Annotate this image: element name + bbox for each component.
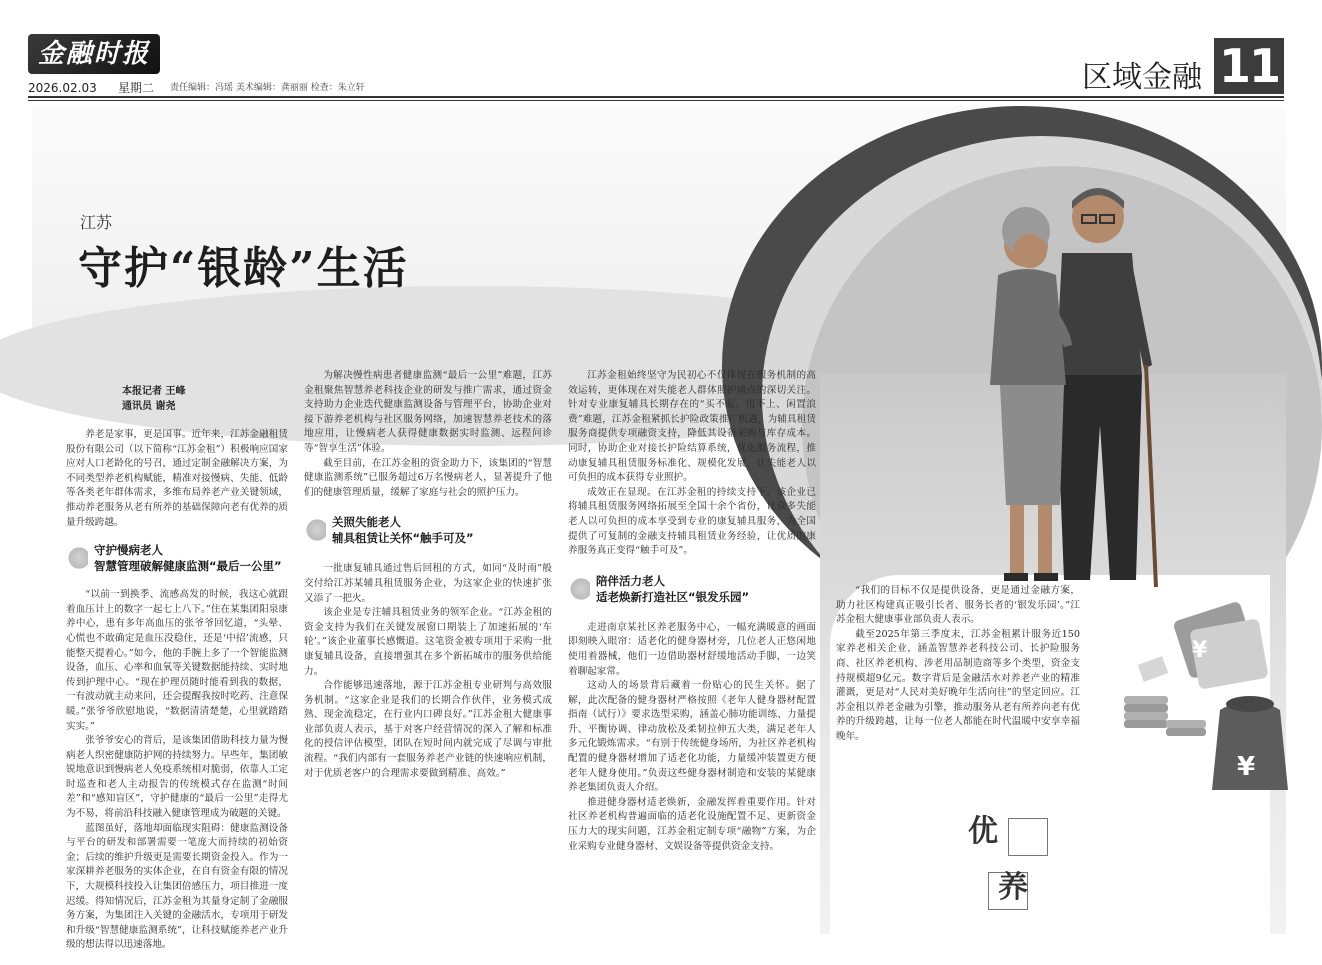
issue-weekday: 星期二 bbox=[118, 81, 155, 95]
section-title: 区域金融 bbox=[1082, 60, 1202, 95]
paragraph: 合作能够迅速落地，源于江苏金租专业研判与高效服务机制。“这家企业是我们的长期合作伙伴，业务模式成熟、现金流稳定，在行业内口碑良好。”江苏金租大健康事业部负责人表示，基于对客户经营情况的深入了解和标准化的授信评估模型，团队在短时间内就完成了尽调与审批流程。“我们内部有一套服务养老产业链的快速响应机制，对于优质老客户的合理需求要做到精准、高效。” bbox=[304, 680, 552, 779]
pull-quote-char-2: 养 bbox=[998, 870, 1028, 905]
article-kicker: 江苏 bbox=[80, 213, 113, 232]
section-marker-icon bbox=[568, 575, 590, 603]
column-3 bbox=[568, 369, 816, 852]
byline-correspondent: 通讯员 谢尧 bbox=[122, 401, 176, 412]
paragraph: 张爷爷安心的背后，是该集团借助科技力量为慢病老人织密健康防护网的持续努力。早些年，集团敏锐地意识到慢病老人免疫系统相对脆弱，依靠人工定时巡查和老人主动报告的传统模式存在监测“时间差”和“感知盲区”，守护健康的“最后一公里”走得尤为不易，将前沿科技融入健康管理成为破题的关键。 bbox=[66, 735, 288, 820]
section-3-subtitle: 适老焕新打造社区“银发乐园” bbox=[596, 589, 750, 604]
section-2-title: 关照失能老人 bbox=[332, 515, 401, 530]
column-2 bbox=[304, 369, 552, 807]
paragraph: 成效正在显现。在江苏金租的持续支持下，该企业已将辅具租赁服务网络拓展至全国十余个省份，让众多失能老人以可负担的成本享受到专业的康复辅具服务，为全国提供了可复制的金融支持辅具租赁业务经验，让优质的康养服务真正变得“触手可及”。 bbox=[568, 486, 816, 557]
section-1-heading bbox=[66, 542, 288, 574]
elderly-couple-illustration bbox=[960, 175, 1160, 595]
column-4 bbox=[836, 584, 1080, 745]
intro-paragraph: 养老是家事，更是国事。近年来，江苏金融租赁股份有限公司（以下简称“江苏金租”）积极响应国家应对人口老龄化的号召，通过定制金融解决方案，为不同类型养老机构赋能，精准对接慢病、失能、低龄等各类老年群体需求，多维布局养老产业关键领域，推动养老服务从老有所养的基础保障向老有优养的质量升级跨越。 bbox=[66, 429, 288, 528]
paragraph: 该企业是专注辅具租赁业务的领军企业。“江苏金租的资金支持为我们在关键发展窗口期装上了加速拓展的‘车轮’。”该企业董事长感慨道。这笔资金被专项用于采购一批康复辅具设备，直接增强其在多个新拓城市的服务供给能力。 bbox=[304, 607, 552, 677]
paragraph: 截至目前，在江苏金租的资金助力下，该集团的“智慧健康监测系统”已服务超过6万名慢病老人，显著提升了他们的健康管理质量，缓解了家庭与社会的照护压力。 bbox=[304, 457, 552, 498]
section-3-heading bbox=[568, 573, 816, 605]
section-marker-icon bbox=[304, 516, 326, 544]
yen-note-symbol: ¥ bbox=[1192, 638, 1208, 663]
section-marker-icon bbox=[66, 544, 88, 572]
paragraph: 江苏金租始终坚守为民初心不仅体现在服务机制的高效运转，更体现在对失能老人群体照护痛点的深切关注。针对专业康复辅具长期存在的“买不起、用不上、闲置浪费”难题，江苏金租紧抓长护险政策推广机遇，为辅具租赁服务商提供专项融资支持，降低其设备采购与库存成本。同时，协助企业对接长护险结算系统，优化服务流程，推动康复辅具租赁服务标准化、规模化发展，让失能老人以可负担的成本获得专业照护。 bbox=[568, 370, 816, 484]
header-rule bbox=[28, 96, 1284, 98]
paragraph: “我们的目标不仅是提供设备，更是通过金融方案，助力社区构建真正吸引长者、服务长者的‘银发乐园’。”江苏金租大健康事业部负责人表示。 bbox=[836, 585, 1080, 626]
column-1 bbox=[66, 384, 288, 951]
section-1-subtitle: 智慧管理破解健康监测“最后一公里” bbox=[94, 559, 282, 574]
paragraph: 走进南京某社区养老服务中心，一幅充满暖意的画面即刻映入眼帘：适老化的健身器材旁，几位老人正悠闲地使用着器械，他们一边借助器材舒缓地活动手脚，一边笑着聊起家常。 bbox=[568, 621, 816, 677]
header-rule-thin bbox=[28, 100, 1284, 101]
pull-quote-char-1: 优 bbox=[968, 814, 998, 849]
issue-date: 2026.02.03 bbox=[28, 81, 97, 95]
section-3-title: 陪伴活力老人 bbox=[596, 573, 665, 588]
paragraph: 推进健身器材适老焕新，金融发挥着重要作用。针对社区养老机构普遍面临的适老化设施配置不足、更新资金压力大的现实问题，江苏金租定制专项“融物”方案，为企业采购专业健身器材、文娱设备等提供资金支持。 bbox=[568, 796, 816, 852]
paragraph: “以前一到换季、流感高发的时候，我这心就跟着血压计上的数字一起七上八下。”住在某集团阳泉康养中心，患有多年高血压的张爷爷回忆道，“头晕、心慌也不敢确定是血压没稳住，还是‘中招’流感，只能整天提着心。”如今，他的手腕上多了一个智能监测设备，血压、心率和血氧等关键数据能持续、实时地传到护理中心。“现在护理员随时能看到我的数据，一有波动就主动来问，还会提醒我按时吃药、注意保暖。”张爷爷欣慰地说，“数据清清楚楚，心里就踏踏实实。” bbox=[66, 589, 288, 732]
pull-quote-box-1 bbox=[1008, 818, 1048, 856]
paragraph: 蓝图虽好，落地却面临现实阻碍：健康监测设备与平台的研发和部署需要一笔庞大而持续的初始资金；后续的维护升级更是需要长期资金投入。作为一家深耕养老服务的实体企业，在自有资金有限的情况下，大规模科技投入让集团倍感压力，项目推进一度迟缓。得知情况后，江苏金租为其量身定制了金融服务方案，为集团注入关键的金融活水，专项用于研发和升级“智慧健康监测系统”，让科技赋能养老产业升级的想法得以迅速落地。 bbox=[66, 822, 288, 951]
section-2-subtitle: 辅具租赁让关怀“触手可及” bbox=[332, 531, 474, 546]
section-1-title: 守护慢病老人 bbox=[94, 543, 163, 558]
paragraph: 一批康复辅具通过售后回租的方式，如同“及时雨”般交付给江苏某辅具租赁服务企业，为这家企业的快速扩张又添了一把火。 bbox=[304, 563, 552, 604]
byline-reporter: 本报记者 王峰 bbox=[122, 386, 186, 397]
money-decoration bbox=[1120, 600, 1290, 800]
yen-bag-symbol: ¥ bbox=[1237, 752, 1256, 782]
section-2-heading bbox=[304, 514, 552, 546]
paragraph: 截至2025年第三季度末，江苏金租累计服务近150家养老相关企业，涵盖智慧养老科技公司、长护险服务商、社区养老机构、涉老用品制造商等多个类型，资金支持规模超9亿元。数字背后是金融活水对养老产业的精准灌溉，更是对“人民对美好晚年生活向往”的坚定回应。江苏金租以养老金融为引擎，推动服务从老有所养向老有优养的升级跨越，让每一位老人都能在时代温暖中安享幸福晚年。 bbox=[836, 628, 1080, 742]
article-headline: 守护“银龄”生活 bbox=[78, 243, 409, 294]
paragraph: 这动人的场景背后藏着一份贴心的民生关怀。据了解，此次配备的健身器材严格按照《老年人健身器材配置指南（试行）》要求选型采购，涵盖心肺功能训练、力量提升、平衡协调、律动放松及柔韧拉伸五大类，满足老年人多元化锻炼需求。“有别于传统健身场所，为社区养老机构配置的健身器材增加了适老化功能，力量缓冲装置更方便老年人健身使用。”负责这些健身器材制造和安装的某健康养老集团负责人介绍。 bbox=[568, 680, 816, 794]
editor-credits: 责任编辑：冯瑶 美术编辑：龚丽丽 检查：朱立轩 bbox=[170, 83, 365, 93]
page-number: 11 bbox=[1214, 38, 1284, 94]
masthead-logo: 金融时报 bbox=[28, 34, 160, 74]
paragraph: 为解决慢性病患者健康监测“最后一公里”难题，江苏金租聚焦智慧养老科技企业的研发与推广需求，通过资金支持助力企业迭代健康监测设备与管理平台，协助企业对接下游养老机构与社区服务网络，加速智慧养老技术的落地应用，让慢病老人获得健康数据实时监测、远程问诊等“智享生活”体验。 bbox=[304, 370, 552, 454]
